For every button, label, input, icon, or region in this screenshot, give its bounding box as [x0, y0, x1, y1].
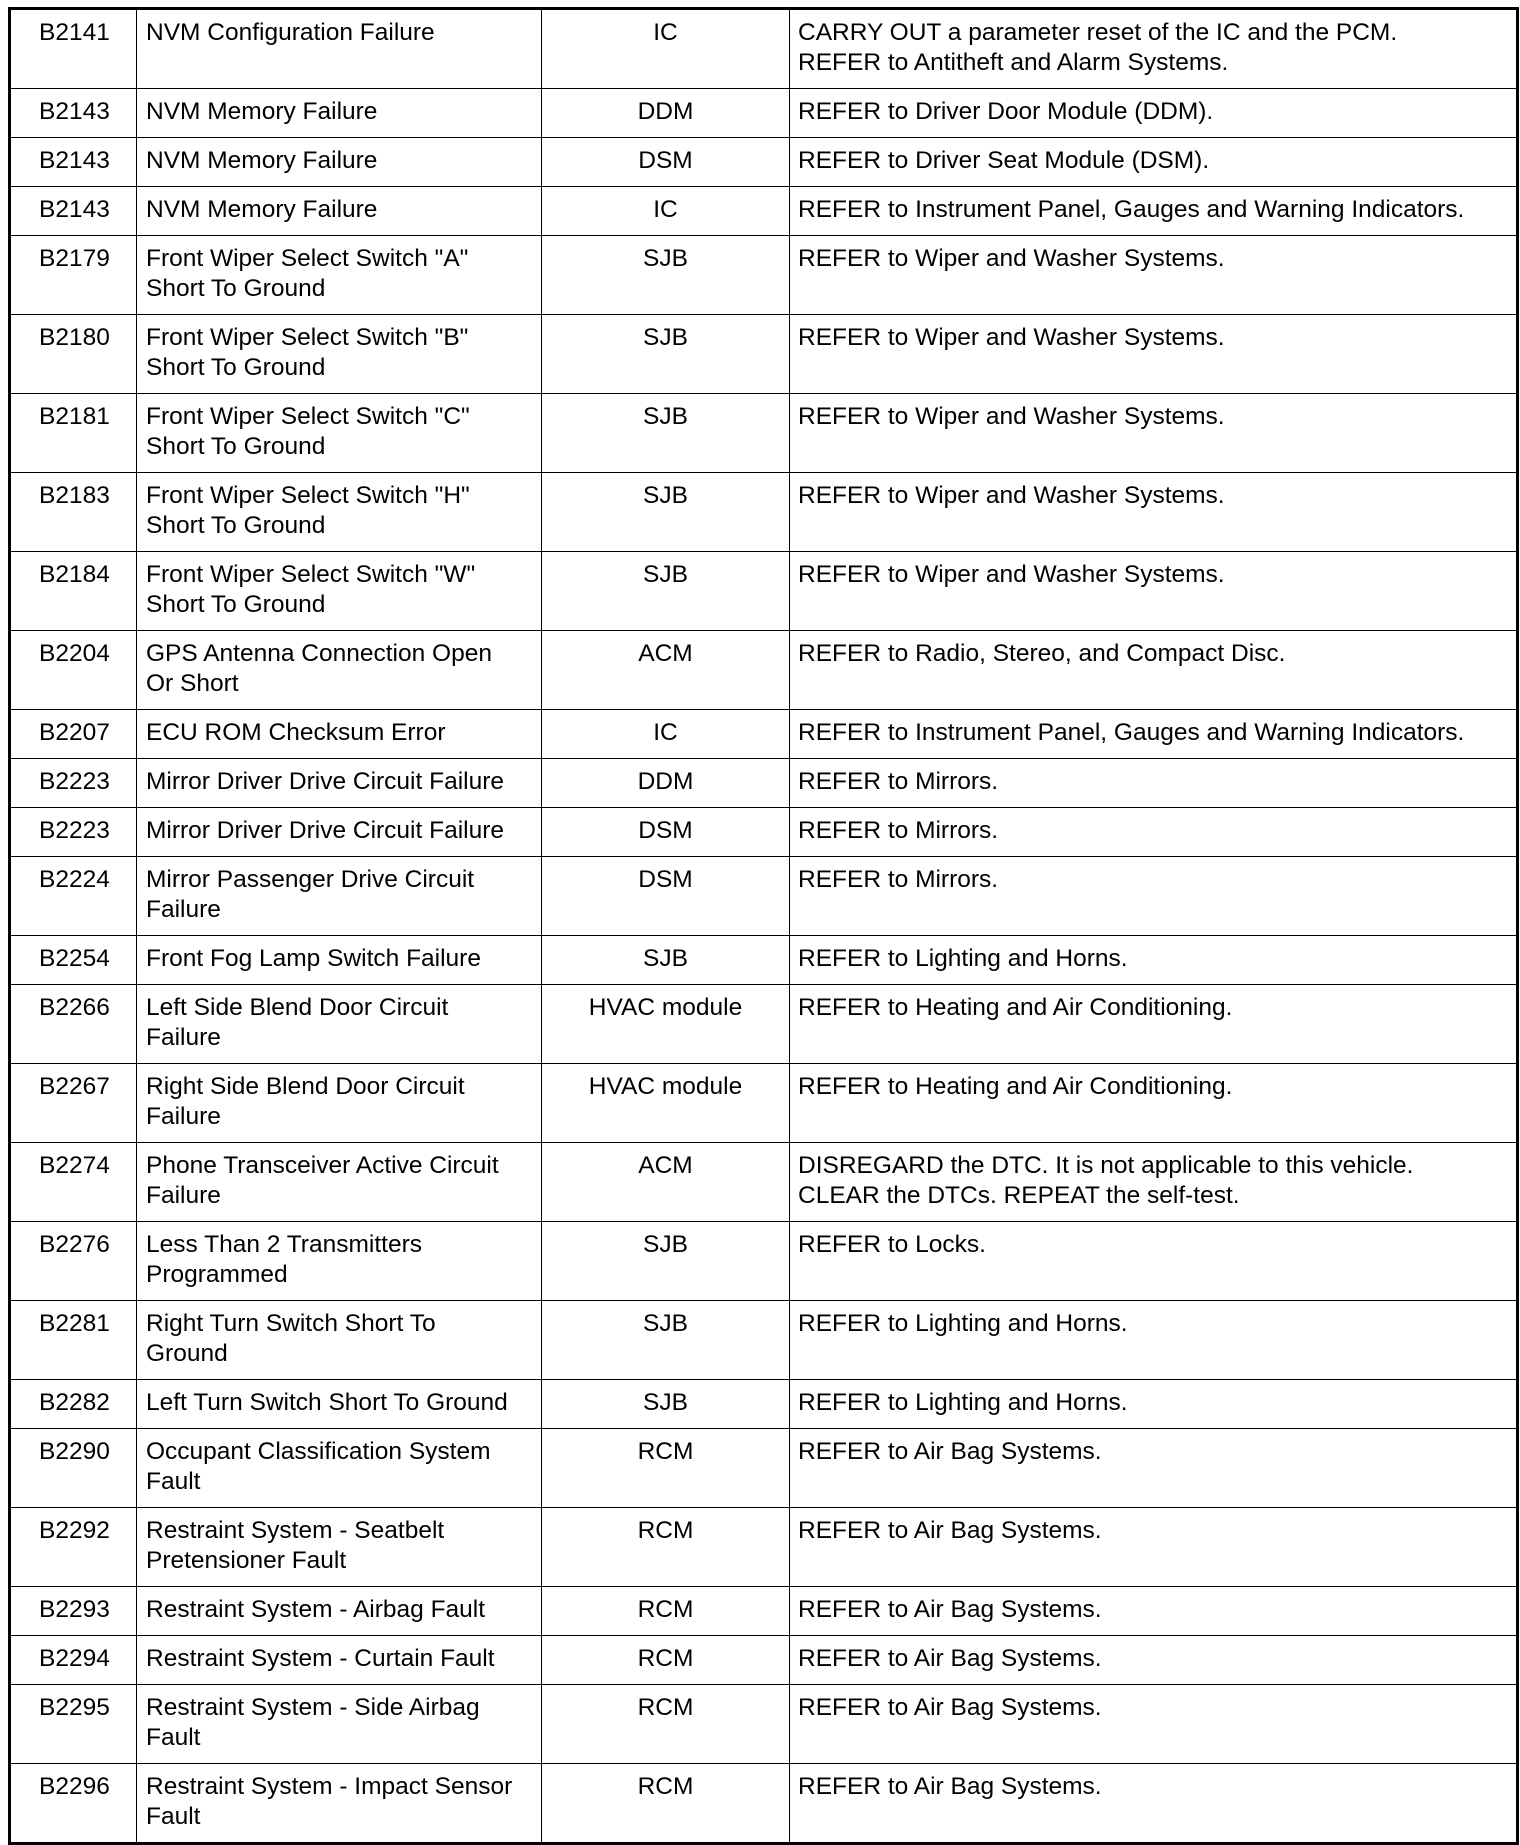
dtc-code-cell: B2141 [10, 9, 137, 89]
dtc-description-cell [137, 1685, 542, 1764]
table-row [10, 9, 1518, 89]
dtc-description-line: Mirror Passenger Drive Circuit [146, 866, 475, 893]
dtc-action-cell [790, 1222, 1518, 1301]
dtc-action-cell [790, 1429, 1518, 1508]
dtc-description-cell [137, 710, 542, 759]
dtc-description-line: Or Short [146, 670, 239, 697]
dtc-description-line: Right Side Blend Door Circuit [146, 1073, 465, 1100]
table-row [10, 89, 1518, 138]
dtc-code-cell: B2294 [10, 1636, 137, 1685]
dtc-description-line: Left Side Blend Door Circuit [146, 994, 449, 1021]
dtc-description-cell [137, 1064, 542, 1143]
dtc-description-line: Failure [146, 1024, 221, 1051]
dtc-code-cell: B2184 [10, 552, 137, 631]
dtc-module-cell: SJB [542, 1222, 790, 1301]
dtc-code-cell: B2295 [10, 1685, 137, 1764]
dtc-action-cell [790, 394, 1518, 473]
dtc-code-cell: B2179 [10, 236, 137, 315]
dtc-code-cell: B2296 [10, 1764, 137, 1844]
dtc-module-cell: ACM [542, 1143, 790, 1222]
dtc-action-cell [790, 1380, 1518, 1429]
dtc-action-line: REFER to Instrument Panel, Gauges and Warning Indicators. [798, 719, 1465, 746]
dtc-description-line: NVM Memory Failure [146, 147, 378, 174]
dtc-action-line: REFER to Wiper and Washer Systems. [798, 561, 1225, 588]
dtc-description-line: Front Wiper Select Switch "A" [146, 245, 469, 272]
dtc-action-cell [790, 89, 1518, 138]
dtc-description-line: Short To Ground [146, 354, 326, 381]
dtc-action-line: CARRY OUT a parameter reset of the IC and the PCM. [798, 19, 1398, 46]
table-row [10, 857, 1518, 936]
dtc-action-line: REFER to Wiper and Washer Systems. [798, 245, 1225, 272]
dtc-code-cell: B2290 [10, 1429, 137, 1508]
dtc-description-line: Fault [146, 1724, 201, 1751]
dtc-description-line: Short To Ground [146, 512, 326, 539]
dtc-description-line: Left Turn Switch Short To Ground [146, 1389, 508, 1416]
dtc-module-cell: SJB [542, 394, 790, 473]
table-row [10, 985, 1518, 1064]
dtc-code-cell: B2143 [10, 138, 137, 187]
dtc-action-cell [790, 808, 1518, 857]
table-row [10, 1508, 1518, 1587]
dtc-code-cell: B2292 [10, 1508, 137, 1587]
dtc-description-cell [137, 985, 542, 1064]
dtc-description-line: Front Fog Lamp Switch Failure [146, 945, 481, 972]
dtc-description-cell [137, 315, 542, 394]
dtc-module-cell: SJB [542, 315, 790, 394]
dtc-description-line: Fault [146, 1468, 201, 1495]
dtc-description-line: Restraint System - Curtain Fault [146, 1645, 495, 1672]
dtc-module-cell: SJB [542, 1301, 790, 1380]
dtc-action-line: REFER to Heating and Air Conditioning. [798, 994, 1233, 1021]
dtc-description-cell [137, 394, 542, 473]
table-row [10, 473, 1518, 552]
dtc-action-cell [790, 187, 1518, 236]
dtc-code-cell: B2181 [10, 394, 137, 473]
dtc-module-cell: DSM [542, 808, 790, 857]
dtc-description-line: Failure [146, 1103, 221, 1130]
dtc-module-cell: DSM [542, 857, 790, 936]
dtc-module-cell: SJB [542, 552, 790, 631]
dtc-code-cell: B2254 [10, 936, 137, 985]
dtc-description-line: Pretensioner Fault [146, 1547, 347, 1574]
dtc-table-sheet [8, 7, 1519, 1845]
table-row [10, 1064, 1518, 1143]
dtc-code-cell: B2204 [10, 631, 137, 710]
dtc-module-cell: HVAC module [542, 1064, 790, 1143]
dtc-module-cell: IC [542, 9, 790, 89]
dtc-action-cell [790, 1764, 1518, 1844]
dtc-description-cell [137, 1636, 542, 1685]
dtc-action-line: REFER to Air Bag Systems. [798, 1645, 1102, 1672]
dtc-action-line: REFER to Antitheft and Alarm Systems. [798, 49, 1229, 76]
dtc-description-line: NVM Configuration Failure [146, 19, 435, 46]
table-row [10, 1143, 1518, 1222]
dtc-action-line: REFER to Wiper and Washer Systems. [798, 403, 1225, 430]
dtc-description-cell [137, 138, 542, 187]
dtc-description-line: Front Wiper Select Switch "W" [146, 561, 476, 588]
dtc-action-line: REFER to Wiper and Washer Systems. [798, 324, 1225, 351]
dtc-module-cell: RCM [542, 1685, 790, 1764]
dtc-action-cell [790, 1508, 1518, 1587]
table-row [10, 936, 1518, 985]
dtc-description-line: Failure [146, 1182, 221, 1209]
dtc-description-cell [137, 552, 542, 631]
dtc-description-line: Failure [146, 896, 221, 923]
table-row [10, 552, 1518, 631]
dtc-description-cell [137, 857, 542, 936]
table-row [10, 1222, 1518, 1301]
dtc-action-cell [790, 759, 1518, 808]
dtc-code-cell: B2143 [10, 89, 137, 138]
table-row [10, 315, 1518, 394]
dtc-code-cell: B2143 [10, 187, 137, 236]
dtc-module-cell: ACM [542, 631, 790, 710]
dtc-action-line: REFER to Lighting and Horns. [798, 1389, 1128, 1416]
dtc-description-cell [137, 1143, 542, 1222]
table-row [10, 187, 1518, 236]
dtc-action-line: REFER to Heating and Air Conditioning. [798, 1073, 1233, 1100]
table-row [10, 394, 1518, 473]
dtc-action-line: REFER to Air Bag Systems. [798, 1517, 1102, 1544]
dtc-description-line: Right Turn Switch Short To [146, 1310, 436, 1337]
dtc-module-cell: HVAC module [542, 985, 790, 1064]
table-row [10, 631, 1518, 710]
dtc-code-cell: B2293 [10, 1587, 137, 1636]
dtc-action-cell [790, 1301, 1518, 1380]
dtc-description-line: NVM Memory Failure [146, 98, 378, 125]
dtc-description-line: Front Wiper Select Switch "C" [146, 403, 470, 430]
dtc-description-line: Restraint System - Impact Sensor [146, 1773, 513, 1800]
dtc-action-line: DISREGARD the DTC. It is not applicable to this vehicle. [798, 1152, 1414, 1179]
dtc-code-cell: B2282 [10, 1380, 137, 1429]
dtc-description-line: Occupant Classification System [146, 1438, 491, 1465]
dtc-description-cell [137, 1508, 542, 1587]
dtc-description-cell [137, 1764, 542, 1844]
dtc-action-cell [790, 1587, 1518, 1636]
table-row [10, 1587, 1518, 1636]
dtc-action-line: REFER to Mirrors. [798, 866, 999, 893]
dtc-description-cell [137, 1587, 542, 1636]
dtc-action-cell [790, 985, 1518, 1064]
dtc-description-cell [137, 9, 542, 89]
dtc-code-cell: B2223 [10, 759, 137, 808]
dtc-description-line: GPS Antenna Connection Open [146, 640, 492, 667]
dtc-description-cell [137, 936, 542, 985]
dtc-action-line: REFER to Driver Seat Module (DSM). [798, 147, 1210, 174]
dtc-description-line: Short To Ground [146, 275, 326, 302]
dtc-description-line: Less Than 2 Transmitters [146, 1231, 422, 1258]
table-row [10, 1301, 1518, 1380]
dtc-code-cell: B2223 [10, 808, 137, 857]
dtc-action-line: REFER to Lighting and Horns. [798, 1310, 1128, 1337]
dtc-description-line: Fault [146, 1803, 201, 1830]
dtc-action-line: REFER to Mirrors. [798, 817, 999, 844]
dtc-description-line: Programmed [146, 1261, 288, 1288]
dtc-action-line: REFER to Air Bag Systems. [798, 1596, 1102, 1623]
dtc-code-cell: B2267 [10, 1064, 137, 1143]
dtc-description-line: Mirror Driver Drive Circuit Failure [146, 768, 504, 795]
dtc-action-cell [790, 236, 1518, 315]
dtc-code-cell: B2180 [10, 315, 137, 394]
dtc-action-cell [790, 1636, 1518, 1685]
dtc-description-cell [137, 1222, 542, 1301]
dtc-action-line: REFER to Locks. [798, 1231, 986, 1258]
dtc-code-cell: B2183 [10, 473, 137, 552]
table-row [10, 138, 1518, 187]
dtc-table [8, 7, 1519, 1845]
dtc-action-line: REFER to Wiper and Washer Systems. [798, 482, 1225, 509]
dtc-module-cell: SJB [542, 473, 790, 552]
dtc-description-cell [137, 1301, 542, 1380]
dtc-description-line: NVM Memory Failure [146, 196, 378, 223]
dtc-module-cell: SJB [542, 936, 790, 985]
dtc-description-line: Restraint System - Side Airbag [146, 1694, 480, 1721]
dtc-action-cell [790, 1064, 1518, 1143]
dtc-description-line: Mirror Driver Drive Circuit Failure [146, 817, 504, 844]
table-row [10, 710, 1518, 759]
dtc-module-cell: RCM [542, 1636, 790, 1685]
dtc-action-cell [790, 473, 1518, 552]
table-row [10, 1685, 1518, 1764]
dtc-description-cell [137, 187, 542, 236]
dtc-code-cell: B2224 [10, 857, 137, 936]
dtc-action-cell [790, 857, 1518, 936]
dtc-description-line: ECU ROM Checksum Error [146, 719, 446, 746]
dtc-action-line: REFER to Driver Door Module (DDM). [798, 98, 1214, 125]
dtc-action-line: REFER to Air Bag Systems. [798, 1438, 1102, 1465]
dtc-module-cell: RCM [542, 1587, 790, 1636]
dtc-code-cell: B2276 [10, 1222, 137, 1301]
dtc-description-cell [137, 89, 542, 138]
dtc-module-cell: DDM [542, 89, 790, 138]
dtc-description-line: Restraint System - Seatbelt [146, 1517, 445, 1544]
dtc-description-line: Front Wiper Select Switch "B" [146, 324, 469, 351]
dtc-description-line: Phone Transceiver Active Circuit [146, 1152, 499, 1179]
dtc-action-cell [790, 315, 1518, 394]
dtc-code-cell: B2281 [10, 1301, 137, 1380]
dtc-description-cell [137, 473, 542, 552]
dtc-description-cell [137, 759, 542, 808]
dtc-module-cell: IC [542, 187, 790, 236]
dtc-action-cell [790, 710, 1518, 759]
dtc-module-cell: RCM [542, 1508, 790, 1587]
dtc-action-cell [790, 631, 1518, 710]
dtc-action-cell [790, 936, 1518, 985]
table-row [10, 1429, 1518, 1508]
dtc-action-line: REFER to Lighting and Horns. [798, 945, 1128, 972]
dtc-description-line: Short To Ground [146, 591, 326, 618]
dtc-description-cell [137, 631, 542, 710]
dtc-module-cell: SJB [542, 1380, 790, 1429]
dtc-action-line: REFER to Instrument Panel, Gauges and Warning Indicators. [798, 196, 1465, 223]
dtc-description-line: Front Wiper Select Switch "H" [146, 482, 470, 509]
dtc-action-cell [790, 1685, 1518, 1764]
dtc-description-line: Short To Ground [146, 433, 326, 460]
table-row [10, 1764, 1518, 1844]
dtc-action-line: REFER to Air Bag Systems. [798, 1773, 1102, 1800]
dtc-action-line: REFER to Air Bag Systems. [798, 1694, 1102, 1721]
dtc-action-cell [790, 552, 1518, 631]
dtc-description-line: Ground [146, 1340, 228, 1367]
dtc-action-cell [790, 1143, 1518, 1222]
table-row [10, 759, 1518, 808]
dtc-table-body [10, 9, 1518, 1844]
dtc-module-cell: DSM [542, 138, 790, 187]
dtc-action-line: REFER to Mirrors. [798, 768, 999, 795]
dtc-module-cell: RCM [542, 1764, 790, 1844]
dtc-code-cell: B2274 [10, 1143, 137, 1222]
dtc-module-cell: IC [542, 710, 790, 759]
dtc-description-cell [137, 236, 542, 315]
table-row [10, 236, 1518, 315]
dtc-action-cell [790, 9, 1518, 89]
dtc-description-cell [137, 1380, 542, 1429]
dtc-action-line: REFER to Radio, Stereo, and Compact Disc. [798, 640, 1286, 667]
dtc-description-cell [137, 1429, 542, 1508]
dtc-description-cell [137, 808, 542, 857]
dtc-code-cell: B2207 [10, 710, 137, 759]
table-row [10, 1636, 1518, 1685]
dtc-action-cell [790, 138, 1518, 187]
dtc-module-cell: DDM [542, 759, 790, 808]
table-row [10, 808, 1518, 857]
table-row [10, 1380, 1518, 1429]
dtc-description-line: Restraint System - Airbag Fault [146, 1596, 486, 1623]
dtc-code-cell: B2266 [10, 985, 137, 1064]
dtc-module-cell: RCM [542, 1429, 790, 1508]
dtc-action-line: CLEAR the DTCs. REPEAT the self-test. [798, 1182, 1240, 1209]
dtc-module-cell: SJB [542, 236, 790, 315]
